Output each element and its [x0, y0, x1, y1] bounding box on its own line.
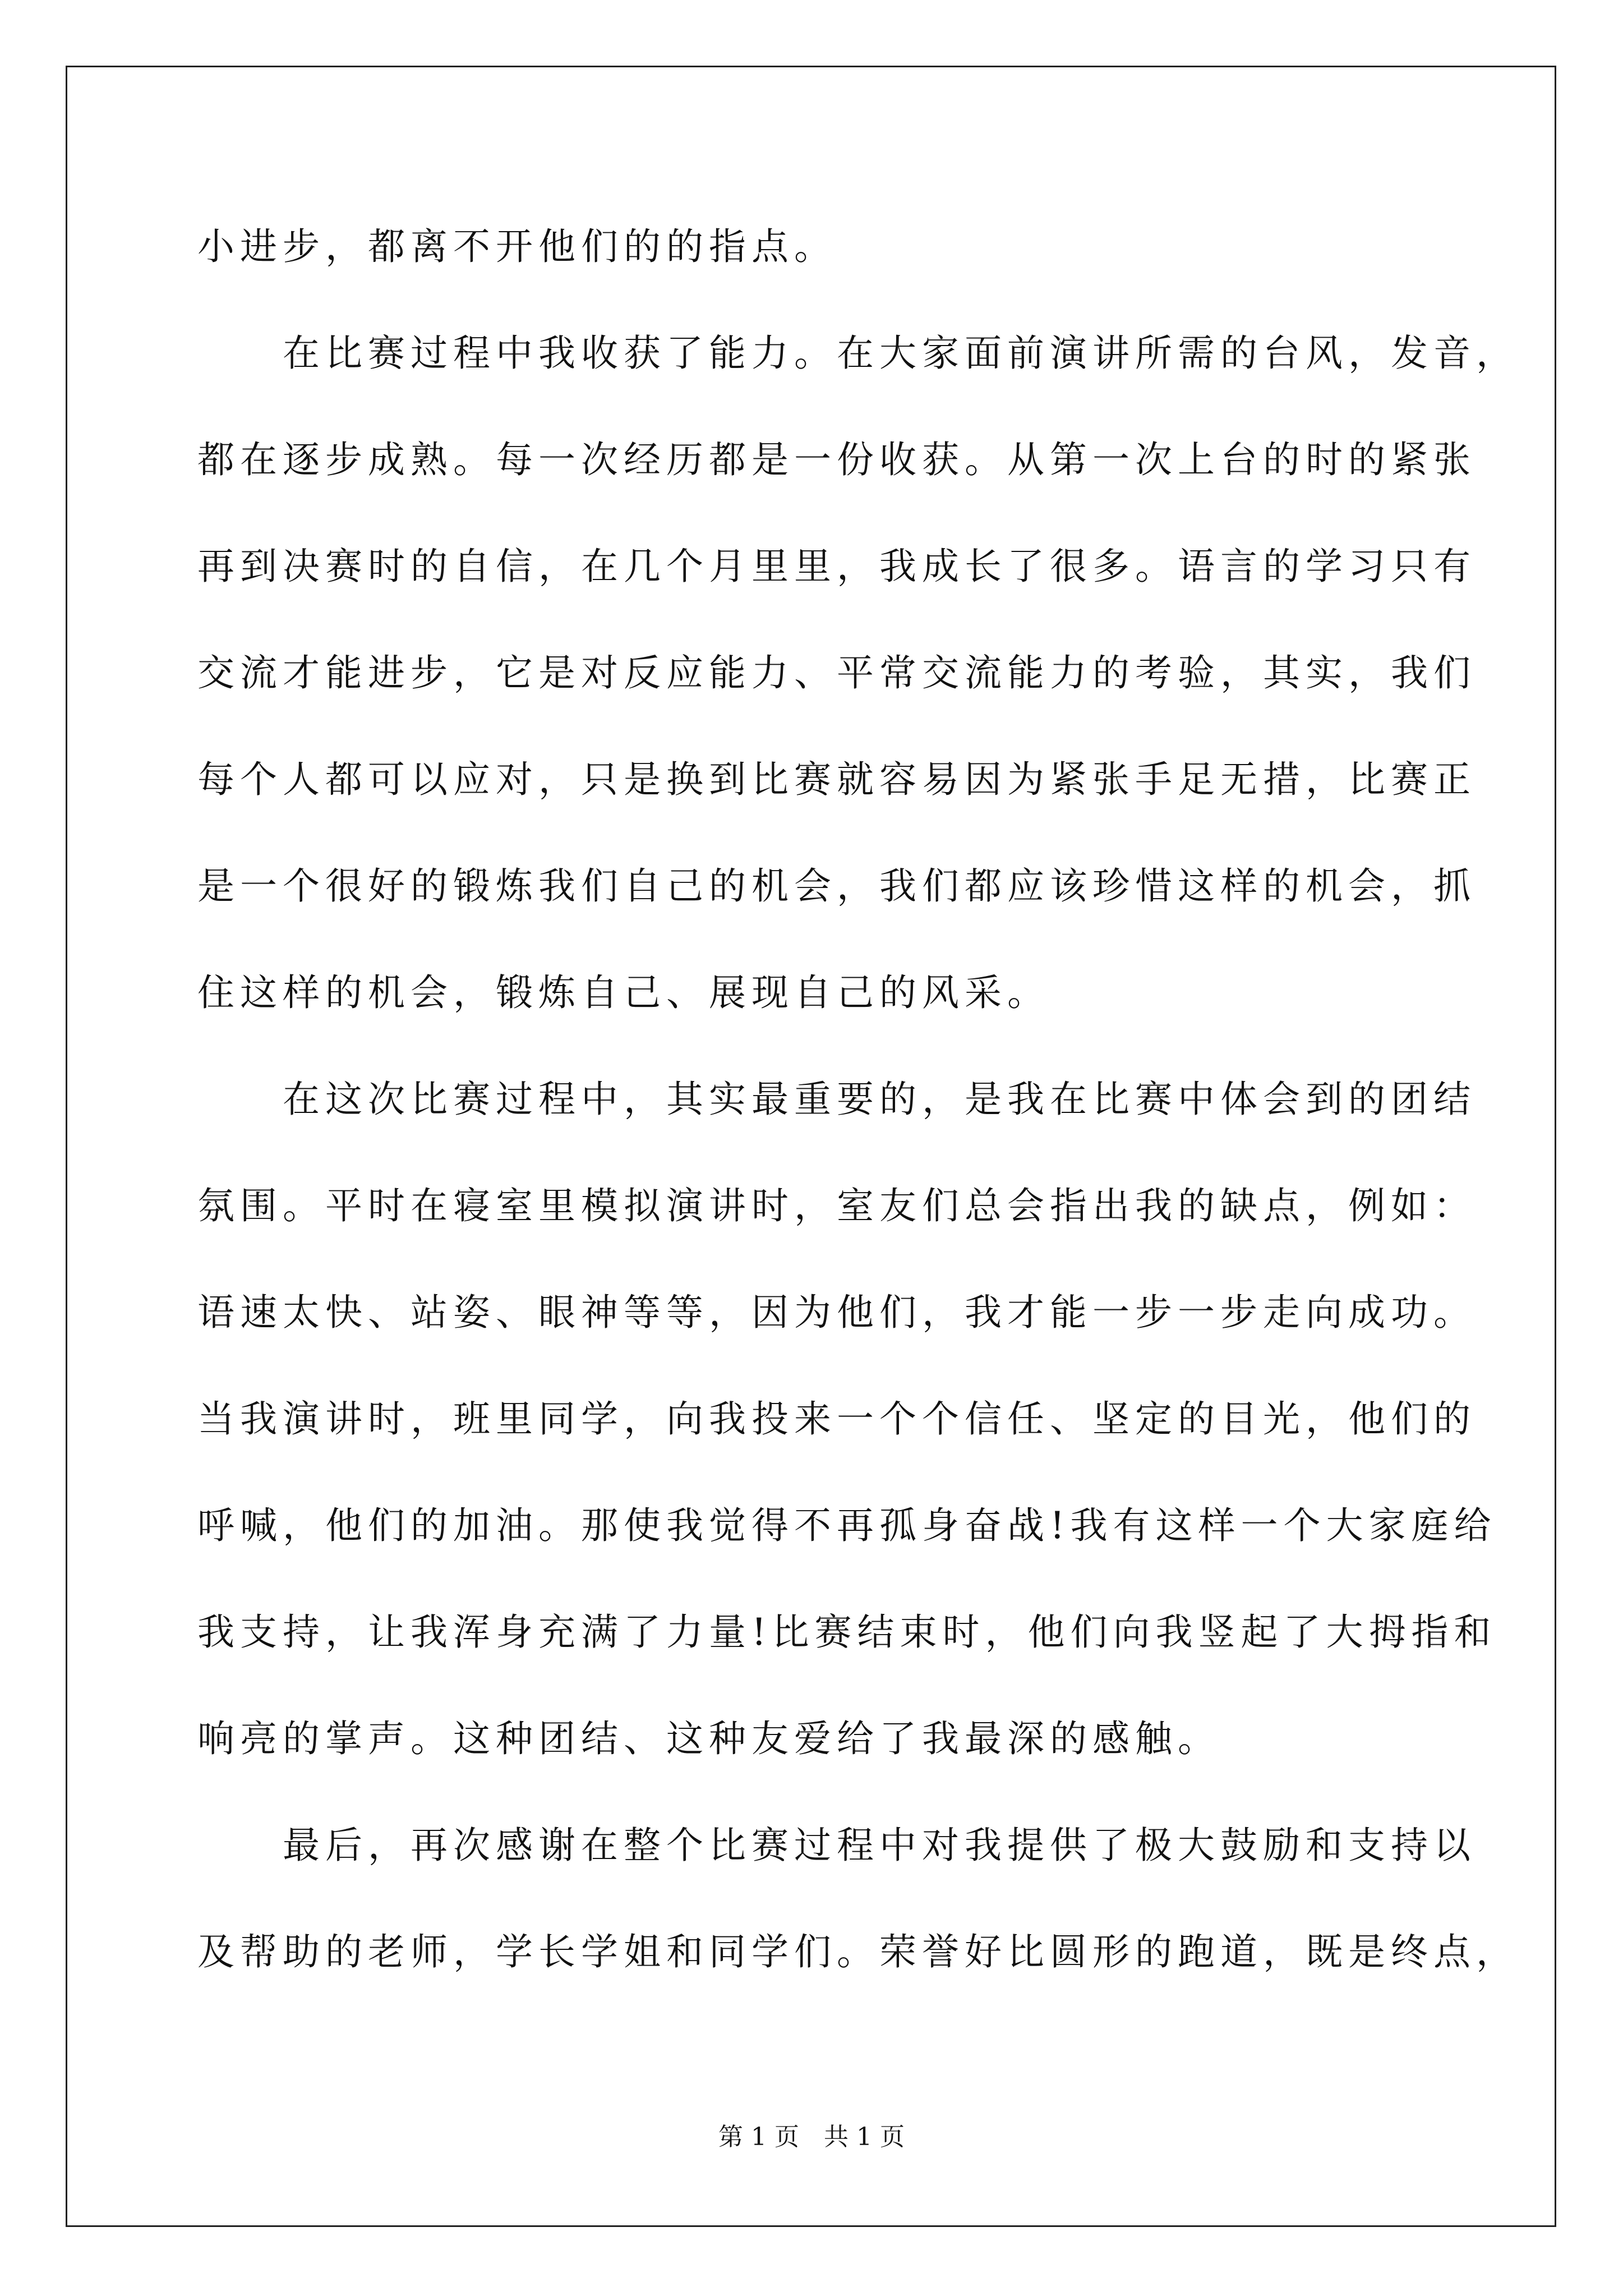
- text-line: 住这样的机会，锻炼自己、展现自己的风采。: [197, 971, 1050, 1014]
- text-line: 都在逐步成熟。每一次经历都是一份收获。从第一次上台的时的紧张: [197, 438, 1476, 481]
- document-body: [197, 222, 1519, 2033]
- text-line: 我支持，让我浑身充满了力量!比赛结束时，他们向我竖起了大拇指和: [197, 1611, 1497, 1654]
- text-line: 交流才能进步，它是对反应能力、平常交流能力的考验，其实，我们: [197, 651, 1476, 694]
- text-line: 每个人都可以应对，只是换到比赛就容易因为紧张手足无措，比赛正: [197, 758, 1476, 801]
- text-line: 最后，再次感谢在整个比赛过程中对我提供了极大鼓励和支持以: [197, 1824, 1476, 1867]
- text-line: 在比赛过程中我收获了能力。在大家面前演讲所需的台风，发音，: [197, 332, 1519, 375]
- page-number-footer: 第 1 页 共 1 页: [718, 2123, 905, 2151]
- text-line: 当我演讲时，班里同学，向我投来一个个信任、坚定的目光，他们的: [197, 1397, 1476, 1441]
- text-line: 氛围。平时在寝室里模拟演讲时，室友们总会指出我的缺点，例如：: [197, 1184, 1476, 1227]
- text-line: 语速太快、站姿、眼神等等，因为他们，我才能一步一步走向成功。: [197, 1291, 1476, 1334]
- text-line: 响亮的掌声。这种团结、这种友爱给了我最深的感触。: [197, 1717, 1220, 1760]
- text-line: 是一个很好的锻炼我们自己的机会，我们都应该珍惜这样的机会，抓: [197, 864, 1476, 908]
- text-line: 小进步，都离不开他们的的指点。: [197, 225, 837, 268]
- text-line: 再到决赛时的自信，在几个月里里，我成长了很多。语言的学习只有: [197, 545, 1476, 588]
- text-line: 在这次比赛过程中，其实最重要的，是我在比赛中体会到的团结: [197, 1078, 1476, 1121]
- text-line: 及帮助的老师，学长学姐和同学们。荣誉好比圆形的跑道，既是终点，: [197, 1930, 1519, 1973]
- text-line: 呼喊，他们的加油。那使我觉得不再孤身奋战!我有这样一个大家庭给: [197, 1504, 1497, 1547]
